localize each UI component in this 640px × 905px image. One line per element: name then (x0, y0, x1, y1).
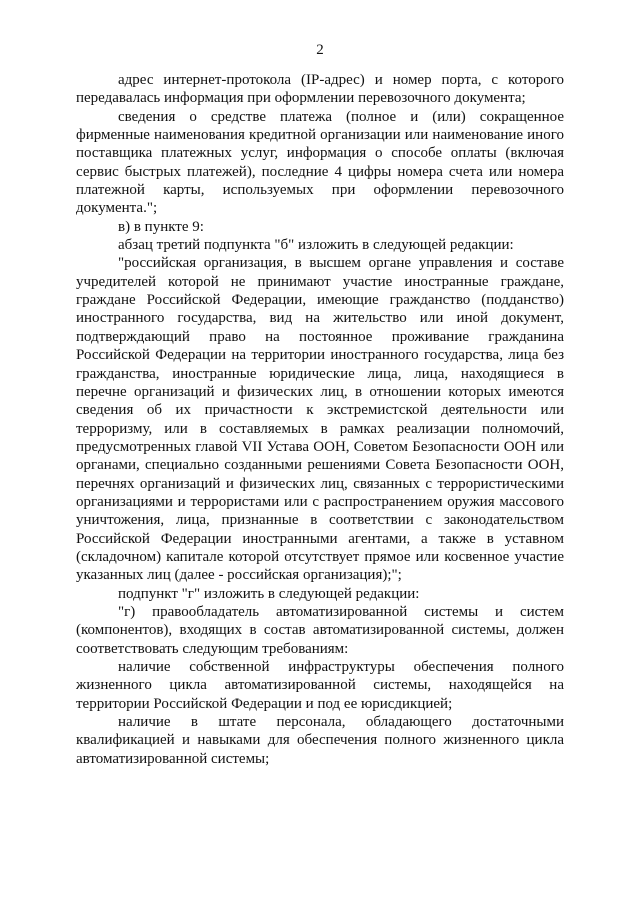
paragraph-subpoint-g-intro: подпункт "г" изложить в следующей редакции: (118, 585, 420, 602)
paragraph-ip-address: адрес интернет-протокола (IP-адрес) и номер порта, с которого передавалась информация при оформлении перевозочного документа; (76, 72, 564, 107)
paragraph-russian-organization: "российская организация, в высшем органе управления и составе учредителей которой не принимают участие иностранные граждане, граждане Российской Федерации, имеющие гражданство (подданство) иностранного государства, вид на жительство или иной документ, подтверждающий право на постоянное проживание гражданина Российской Федерации на территории иностранного государства, лица без гражданства, иностранные юридические лица, лица, находящиеся в перечне организаций и физических лиц, в отношении которых имеются сведения об их причастности к экстремистской деятельности или терроризму, или в составляемых в рамках реализации полномочий, предусмотренных главой VII Устава ООН, Советом Безопасности ООН или органами, специально созданными решениями Совета Безопасности ООН, перечнях организаций и физических лиц, связанных с террористическими организациями и террористами или с распространением оружия массового уничтожения, лица, признанные в соответствии с законодательством Российской Федерации иностранными агентами, а также в уставном (складочном) капитале которой отсутствует прямое или косвенное участие указанных лиц (далее - российская организация);"; (76, 255, 564, 584)
paragraph-payment-info: сведения о средстве платежа (полное и (или) сокращенное фирменные наименования кредитной организации или наименование иного поставщика платежных услуг, информация о способе оплаты (включая сервис быстрых платежей), последние 4 цифры номера счета или номера платежной карты, используемых при оформлении перевозочного документа."; (76, 108, 564, 217)
page-number: 2 (316, 42, 324, 58)
paragraph-subpoint-b-intro: абзац третий подпункта "б" изложить в следующей редакции: (118, 237, 514, 254)
document-body (76, 71, 564, 768)
paragraph-staff: наличие в штате персонала, обладающего достаточными квалификацией и навыками для обеспечения полного жизненного цикла автоматизированной системы; (76, 714, 564, 767)
paragraph-infrastructure: наличие собственной инфраструктуры обеспечения полного жизненного цикла автоматизированной системы, находящейся на территории Российской Федерации и под ее юрисдикцией; (76, 659, 564, 712)
paragraph-point-9: в) в пункте 9: (118, 218, 204, 235)
paragraph-rightholder: "г) правообладатель автоматизированной системы и систем (компонентов), входящих в состав автоматизированной системы, должен соответствовать следующим требованиям: (76, 603, 564, 657)
